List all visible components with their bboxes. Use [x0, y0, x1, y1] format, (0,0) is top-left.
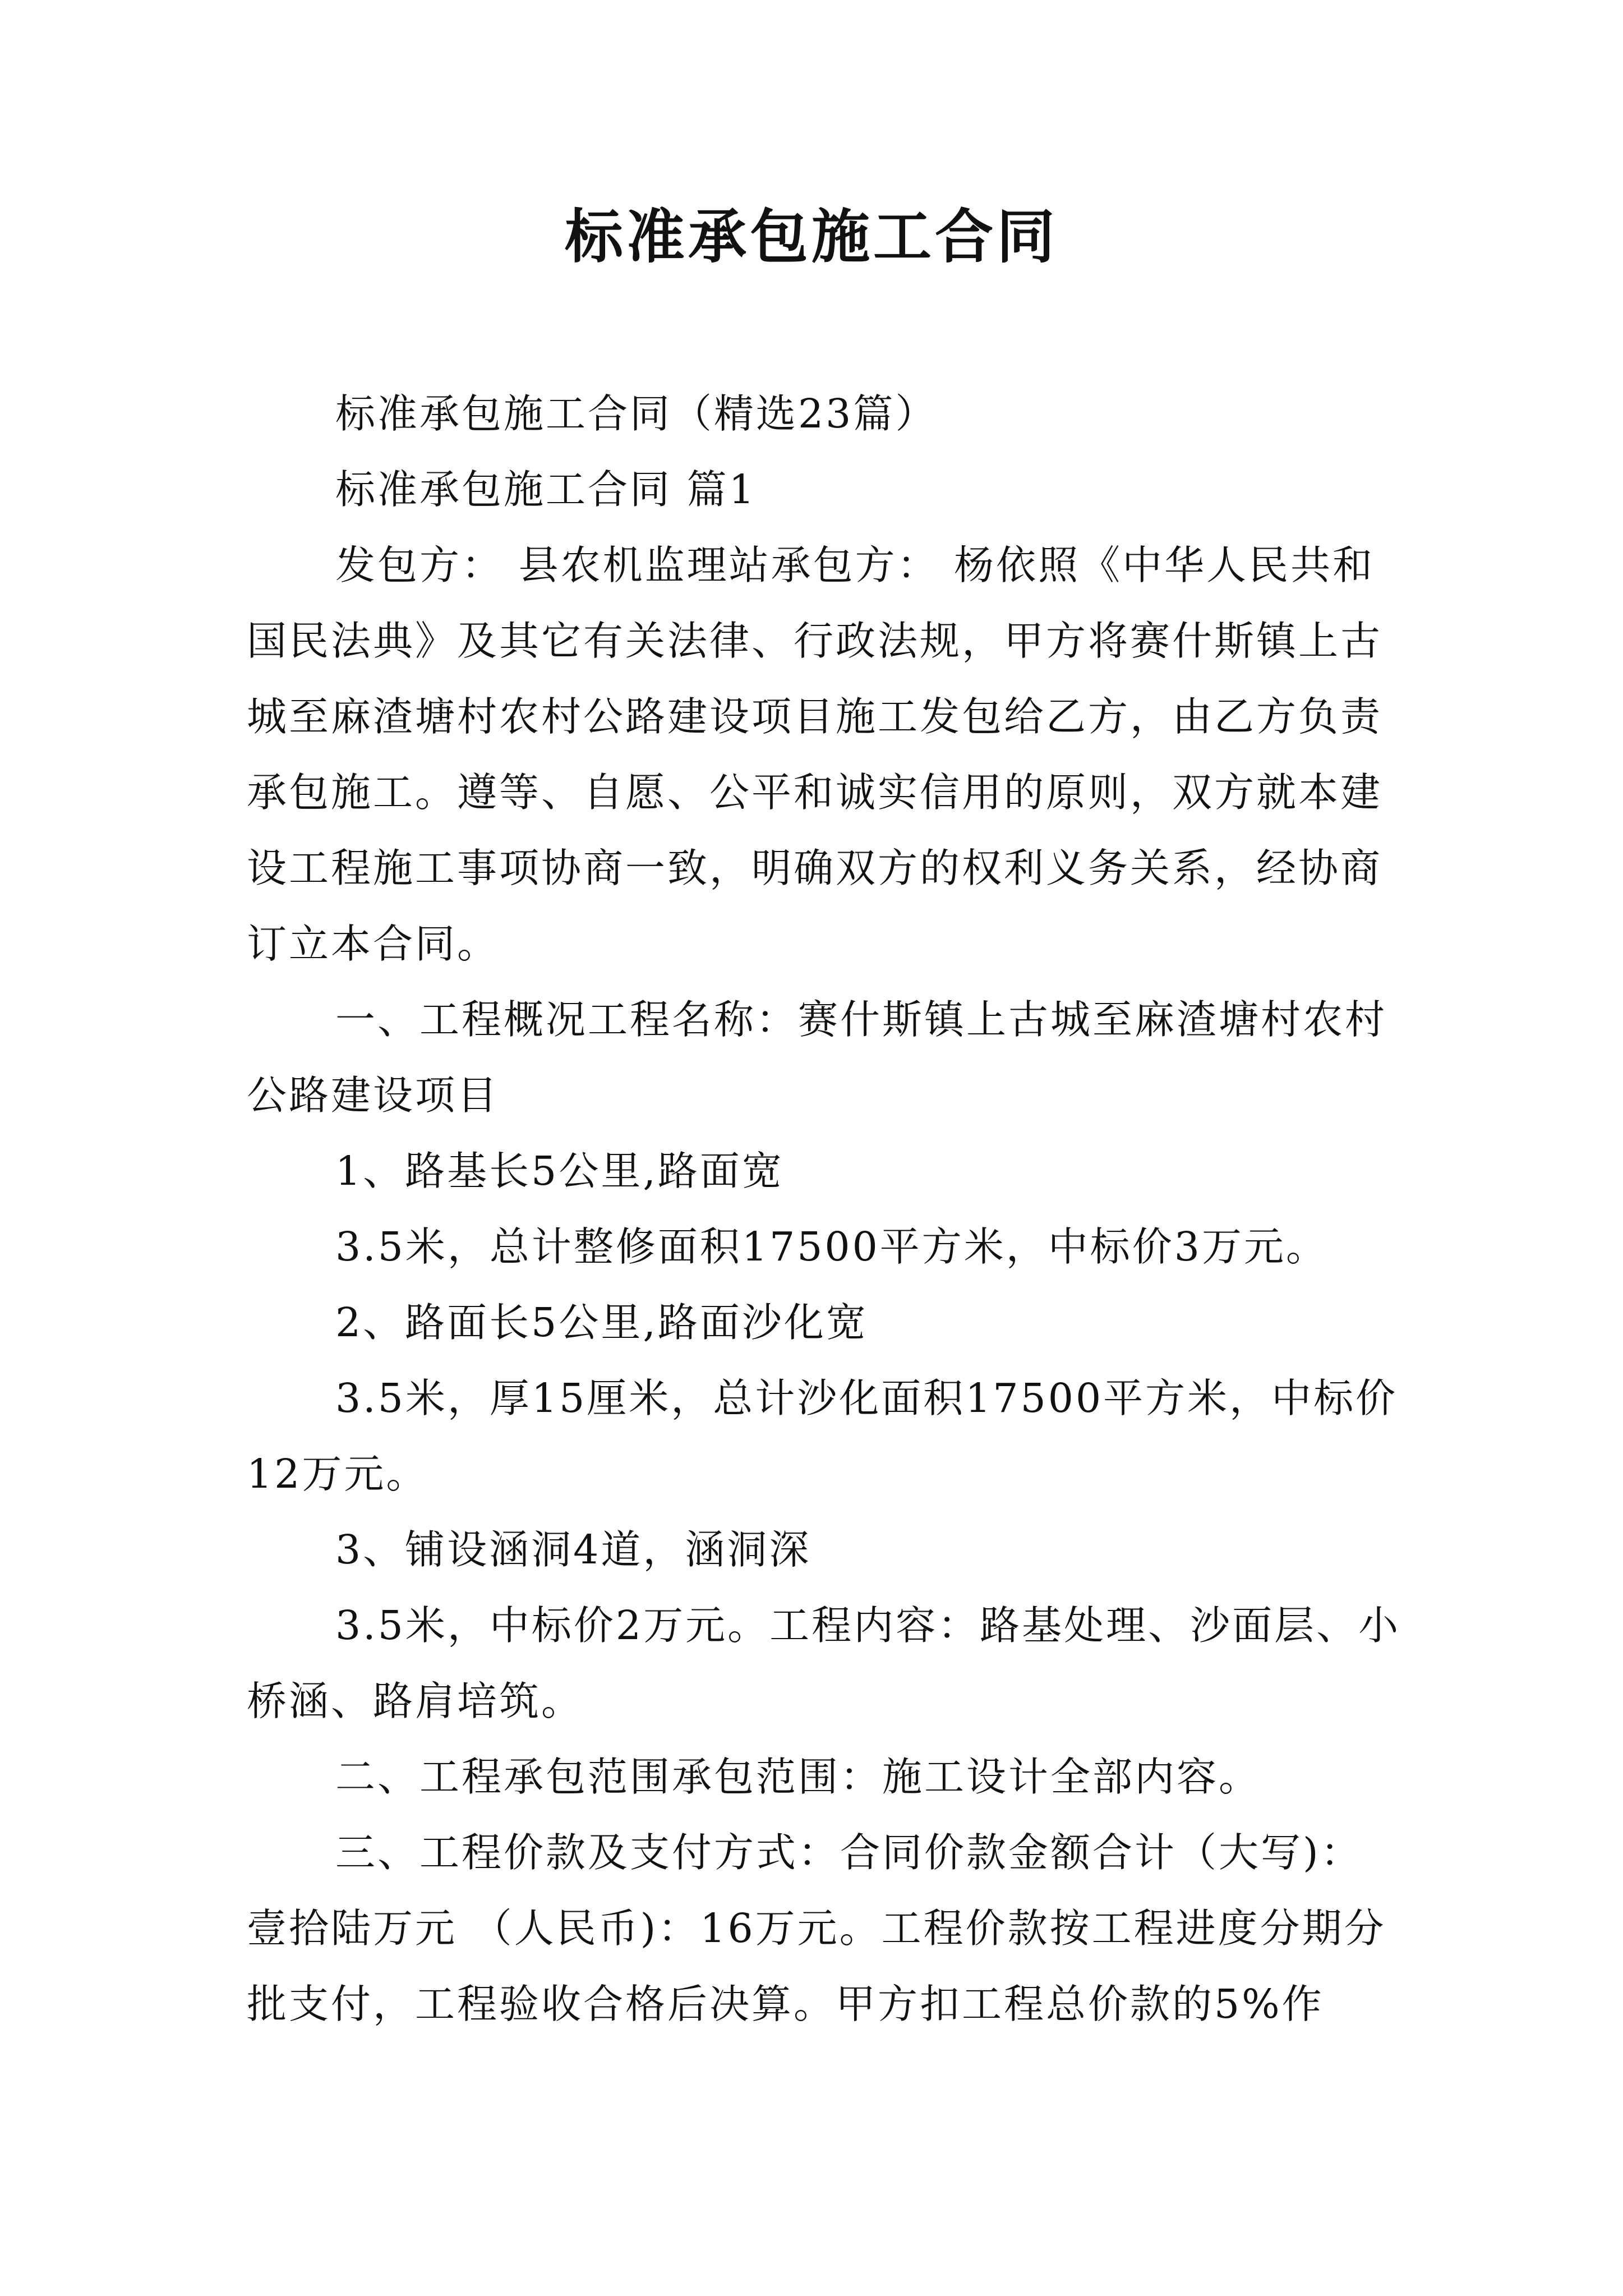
paragraph-scope: 二、工程承包范围承包范围：施工设计全部内容。 [335, 1754, 1261, 1800]
paragraph-payment: 三、工程价款及支付方式：合同价款金额合计（大写)：壹拾陆万元 （人民币)：16万元。工程价款按工程进度分期分批支付，工程验收合格后决算。甲方扣工程总价款的5%作 [247, 1829, 1386, 2027]
paragraph-item-2: 2、路面长5公里,路面沙化宽 [335, 1299, 868, 1346]
document-body [247, 376, 1402, 2042]
document-title: 标准承包施工合同 [564, 203, 1058, 271]
paragraph-section-heading: 标准承包施工合同 篇1 [335, 466, 757, 513]
paragraph-item-1: 1、路基长5公里,路面宽 [335, 1148, 784, 1194]
paragraph-item-3: 3、铺设涵洞4道，涵洞深 [335, 1526, 811, 1573]
paragraph-subtitle: 标准承包施工合同（精选23篇） [335, 390, 938, 437]
paragraph-item-3-detail: 3.5米，中标价2万元。工程内容：路基处理、沙面层、小桥涵、路肩培筑。 [247, 1602, 1401, 1724]
paragraph-project-overview: 一、工程概况工程名称：赛什斯镇上古城至麻渣塘村农村公路建设项目 [247, 996, 1387, 1119]
paragraph-parties: 发包方： 县农机监理站承包方： 杨依照《中华人民共和国民法典》及其它有关法律、行政法规，甲方将赛什斯镇上古城至麻渣塘村农村公路建设项目施工发包给乙方，由乙方负责承包施工。遵等、自愿、公平和诚实信用的原则，双方就本建设工程施工事项协商一致，明确双方的权利义务关系，经协商订立本合同。 [247, 542, 1383, 967]
paragraph-item-2-detail: 3.5米，厚15厘米，总计沙化面积17500平方米，中标价12万元。 [247, 1375, 1398, 1497]
paragraph-item-1-detail: 3.5米，总计整修面积17500平方米，中标价3万元。 [335, 1223, 1328, 1270]
